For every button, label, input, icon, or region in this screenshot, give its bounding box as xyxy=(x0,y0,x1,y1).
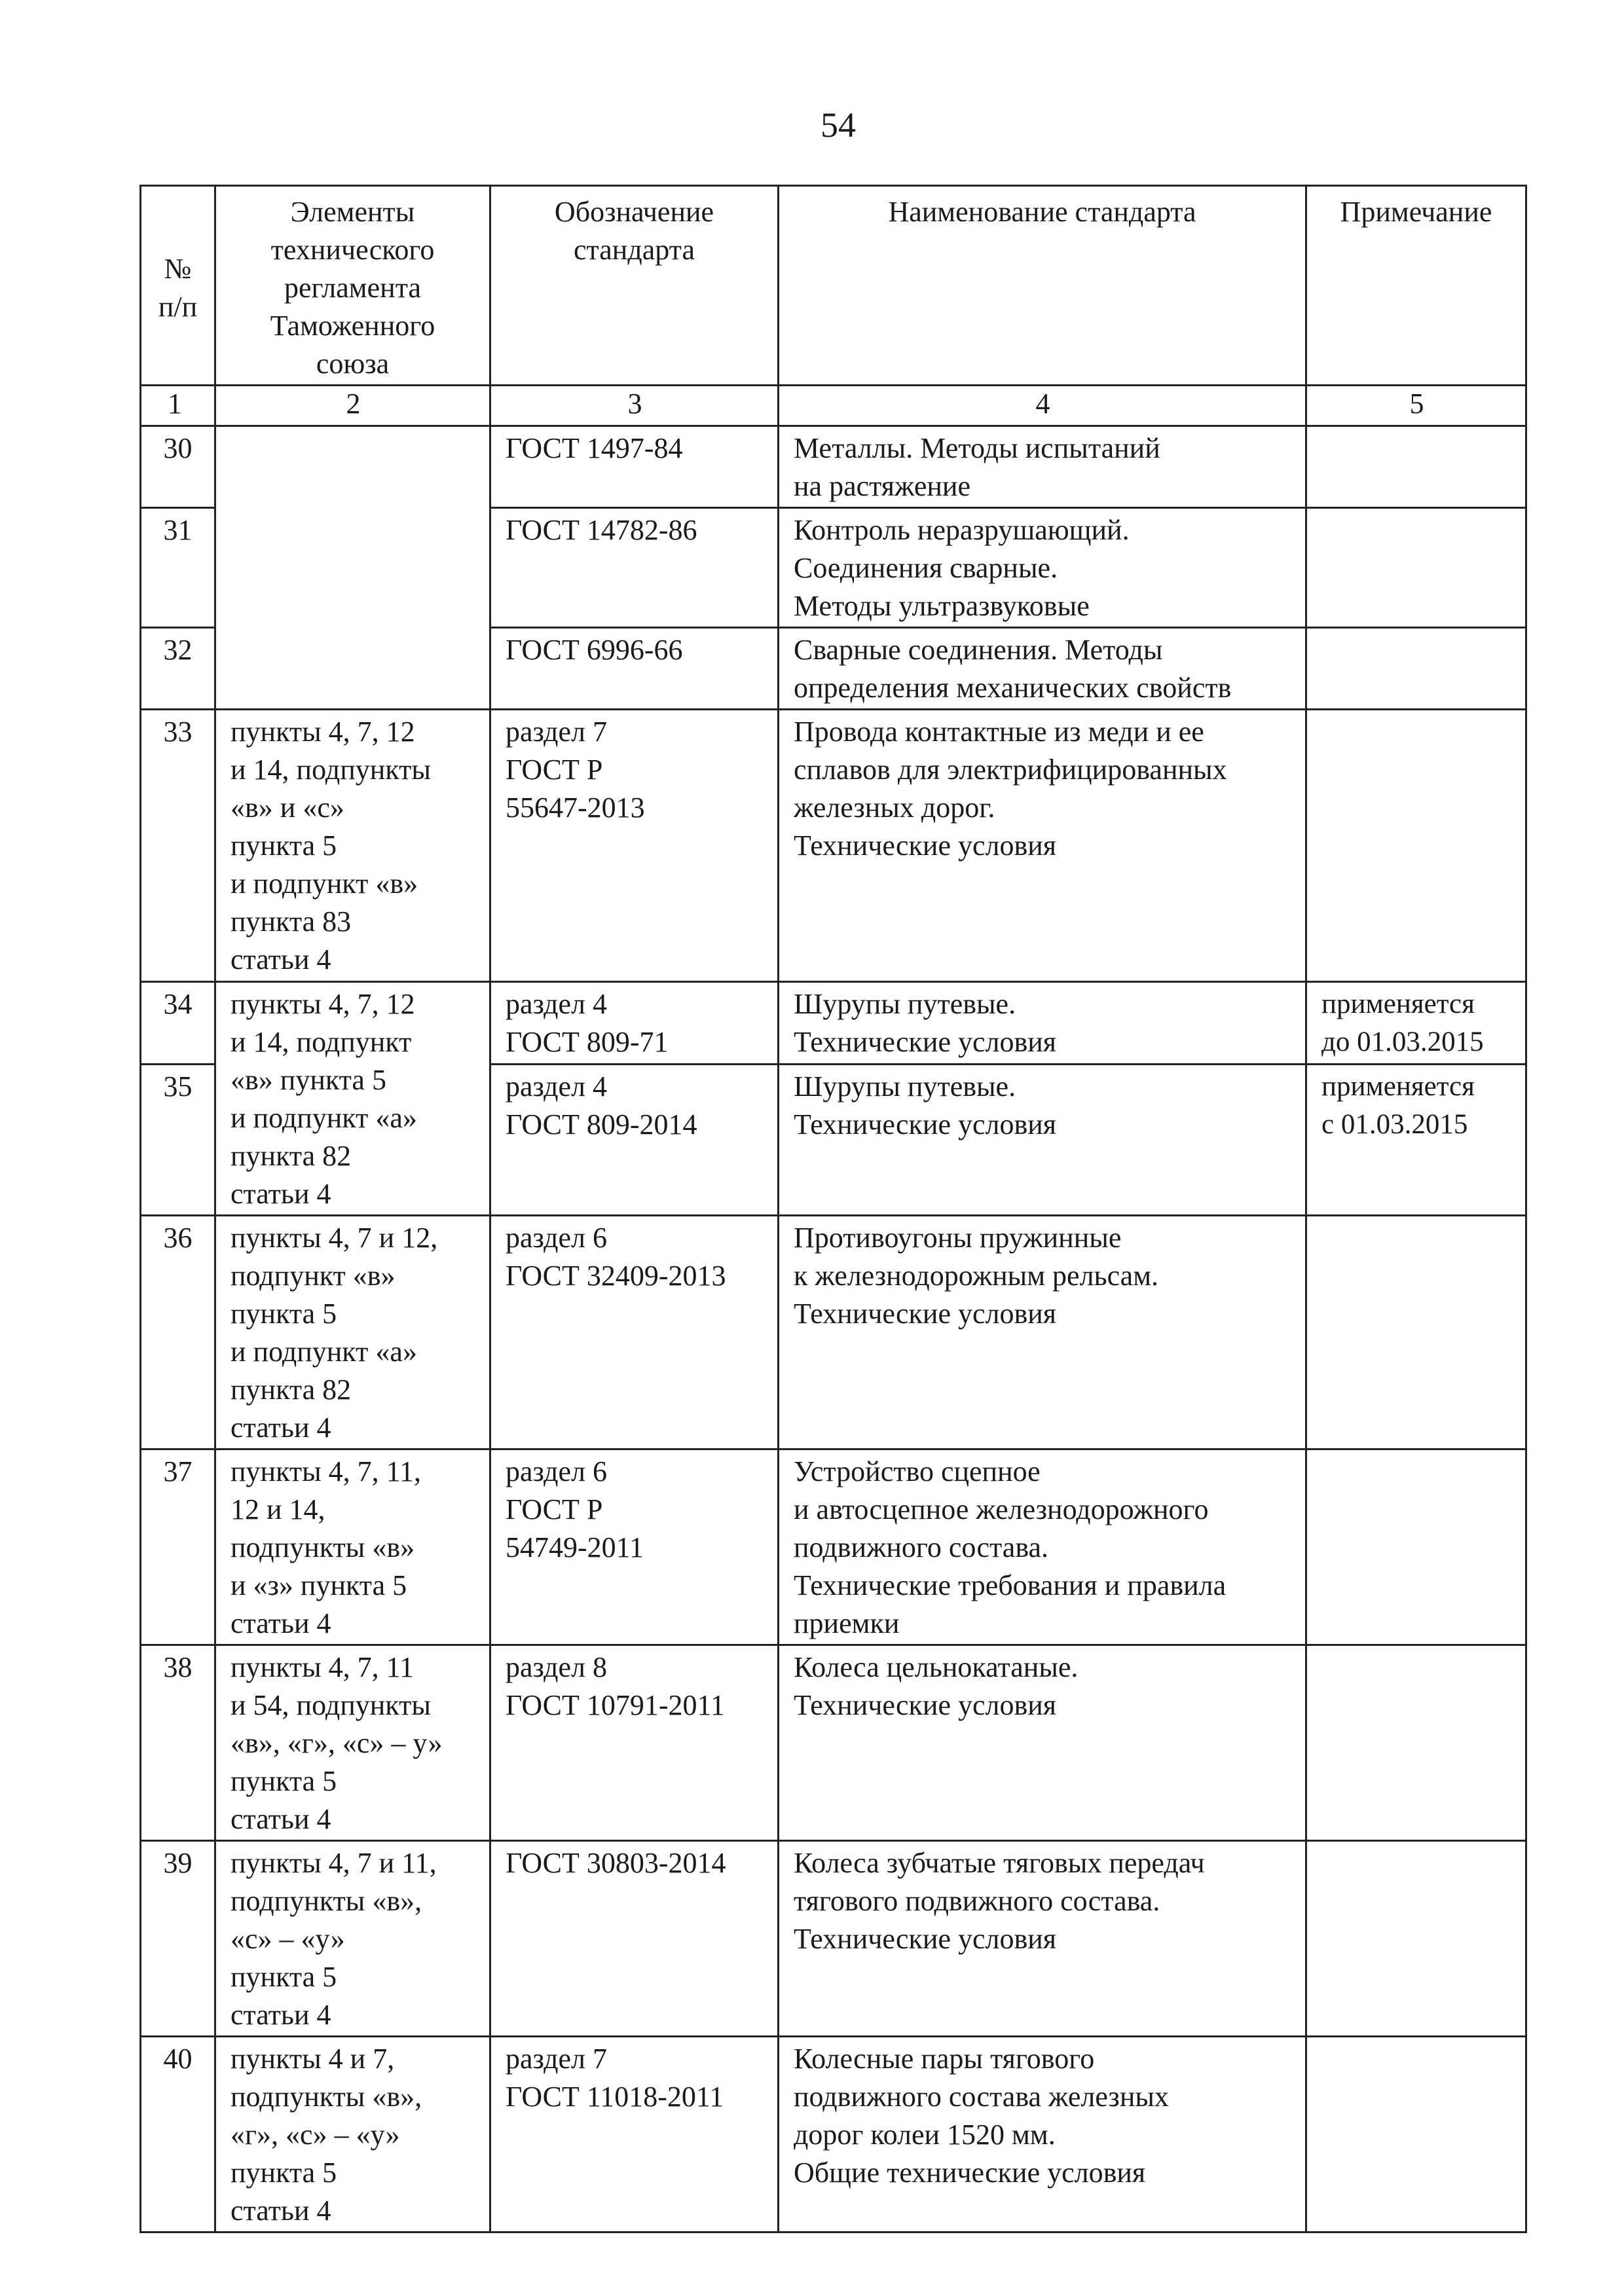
table-row xyxy=(141,1841,1526,2037)
row-elements: пункты 4 и 7, подпункты «в», «г», «с» – «у» пункта 5 статьи 4 xyxy=(215,2037,490,2232)
row-standard-name: Контроль неразрушающий. Соединения сварные. Методы ультразвуковые xyxy=(779,508,1306,628)
table-row xyxy=(141,1449,1526,1645)
row-standard-name: Колеса зубчатые тяговых передач тягового подвижного состава. Технические условия xyxy=(779,1841,1306,2037)
row-note xyxy=(1306,426,1526,508)
row-designation: ГОСТ 14782-86 xyxy=(490,508,779,628)
row-note xyxy=(1306,710,1526,982)
row-number: 30 xyxy=(141,426,215,508)
row-note xyxy=(1306,1449,1526,1645)
table-row xyxy=(141,1216,1526,1449)
row-elements: пункты 4, 7, 12 и 14, подпункты «в» и «с» пункта 5 и подпункт «в» пункта 83 статьи 4 xyxy=(215,710,490,982)
row-standard-name: Противоугоны пружинные к железнодорожным рельсам. Технические условия xyxy=(779,1216,1306,1449)
row-standard-name: Устройство сцепное и автосцепное железнодорожного подвижного состава. Технические требования и правила приемки xyxy=(779,1449,1306,1645)
table-row xyxy=(141,2037,1526,2232)
row-standard-name: Колесные пары тягового подвижного состава железных дорог колеи 1520 мм. Общие технические условия xyxy=(779,2037,1306,2232)
row-standard-name: Шурупы путевые. Технические условия xyxy=(779,982,1306,1065)
row-note xyxy=(1306,628,1526,710)
table-row xyxy=(141,710,1526,982)
column-number: 3 xyxy=(490,386,779,426)
column-number: 1 xyxy=(141,386,215,426)
row-designation: ГОСТ 6996-66 xyxy=(490,628,779,710)
row-number: 34 xyxy=(141,982,215,1065)
row-standard-name: Колеса цельнокатаные. Технические условия xyxy=(779,1645,1306,1841)
header-note: Примечание xyxy=(1306,186,1526,386)
row-number: 40 xyxy=(141,2037,215,2232)
row-elements: пункты 4, 7, 11, 12 и 14, подпункты «в» и «з» пункта 5 статьи 4 xyxy=(215,1449,490,1645)
table-row xyxy=(141,982,1526,1065)
row-designation: раздел 8 ГОСТ 10791-2011 xyxy=(490,1645,779,1841)
header-elements: Элементы технического регламента Таможенного союза xyxy=(215,186,490,386)
row-note: применяется с 01.03.2015 xyxy=(1306,1065,1526,1216)
row-elements: пункты 4, 7 и 12, подпункт «в» пункта 5 и подпункт «а» пункта 82 статьи 4 xyxy=(215,1216,490,1449)
header-standard-name: Наименование стандарта xyxy=(779,186,1306,386)
row-designation: раздел 4 ГОСТ 809-2014 xyxy=(490,1065,779,1216)
page-number: 54 xyxy=(821,105,856,145)
header-number: № п/п xyxy=(141,186,215,386)
row-note xyxy=(1306,1645,1526,1841)
header-designation: Обозначение стандарта xyxy=(490,186,779,386)
table-row xyxy=(141,426,1526,508)
column-number: 4 xyxy=(779,386,1306,426)
row-number: 37 xyxy=(141,1449,215,1645)
column-number-row xyxy=(141,386,1526,426)
row-number: 33 xyxy=(141,710,215,982)
row-note xyxy=(1306,508,1526,628)
column-number: 2 xyxy=(215,386,490,426)
row-designation: раздел 7 ГОСТ 11018-2011 xyxy=(490,2037,779,2232)
row-designation: раздел 6 ГОСТ Р 54749-2011 xyxy=(490,1449,779,1645)
row-designation: раздел 6 ГОСТ 32409-2013 xyxy=(490,1216,779,1449)
row-note: применяется до 01.03.2015 xyxy=(1306,982,1526,1065)
row-elements xyxy=(215,426,490,710)
row-number: 36 xyxy=(141,1216,215,1449)
row-note xyxy=(1306,1841,1526,2037)
standards-table xyxy=(139,185,1527,2233)
row-elements: пункты 4, 7, 11 и 54, подпункты «в», «г», «с» – у» пункта 5 статьи 4 xyxy=(215,1645,490,1841)
row-note xyxy=(1306,2037,1526,2232)
row-designation: раздел 4 ГОСТ 809-71 xyxy=(490,982,779,1065)
table-header-row xyxy=(141,186,1526,386)
row-standard-name: Сварные соединения. Методы определения механических свойств xyxy=(779,628,1306,710)
table-row xyxy=(141,1645,1526,1841)
row-designation: ГОСТ 30803-2014 xyxy=(490,1841,779,2037)
row-number: 38 xyxy=(141,1645,215,1841)
row-number: 39 xyxy=(141,1841,215,2037)
row-standard-name: Шурупы путевые. Технические условия xyxy=(779,1065,1306,1216)
row-designation: раздел 7 ГОСТ Р 55647-2013 xyxy=(490,710,779,982)
row-number: 31 xyxy=(141,508,215,628)
row-elements: пункты 4, 7, 12 и 14, подпункт «в» пункта 5 и подпункт «а» пункта 82 статьи 4 xyxy=(215,982,490,1216)
row-number: 32 xyxy=(141,628,215,710)
row-standard-name: Металлы. Методы испытаний на растяжение xyxy=(779,426,1306,508)
row-standard-name: Провода контактные из меди и ее сплавов для электрифицированных железных дорог. Технические условия xyxy=(779,710,1306,982)
row-designation: ГОСТ 1497-84 xyxy=(490,426,779,508)
column-number: 5 xyxy=(1306,386,1526,426)
row-number: 35 xyxy=(141,1065,215,1216)
row-note xyxy=(1306,1216,1526,1449)
row-elements: пункты 4, 7 и 11, подпункты «в», «с» – «у» пункта 5 статьи 4 xyxy=(215,1841,490,2037)
